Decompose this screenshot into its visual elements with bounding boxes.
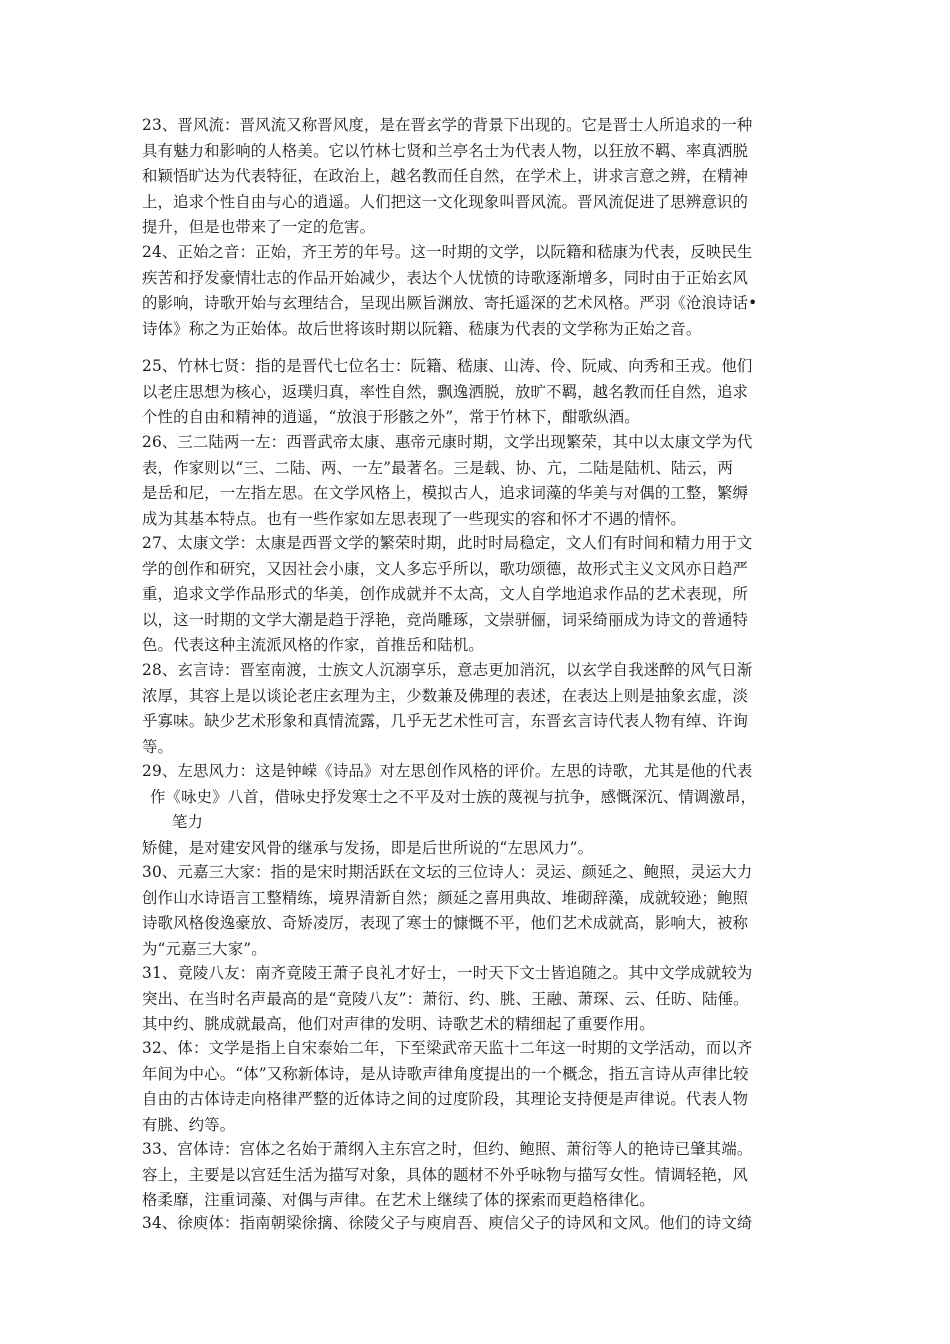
entry-line: 诗体》称之为正始体。故后世将该时期以阮籍、嵇康为代表的文学称为正始之音。 [142,319,702,338]
entry-line: 的影响，诗歌开始与玄理结合，呈现出厥旨渊放、寄托遥深的艺术风格。严羽《沧浪诗话• [142,294,758,312]
entry-line: 25、竹林七贤：指的是晋代七位名士：阮籍、嵇康、山涛、伶、阮咸、向秀和王戎。他们 [142,357,753,375]
entry-line: 重，追求文学作品形式的华美，创作成就并不太高，文人自学地追求作品的艺术表现，所 [142,585,749,603]
entry-line: 个性的自由和精神的逍遥，“放浪于形骸之外”，常于竹林下，酣歌纵酒。 [142,408,640,426]
entry-line: 上，追求个性自由与心的逍遥。人们把这一文化现象叫晋风流。晋风流促进了思辨意识的 [142,192,749,211]
entry-line: 28、玄言诗：晋室南渡，士族文人沉溺享乐，意志更加消沉，以玄学自我迷醉的风气日渐 [142,661,753,679]
entry-line: 作《咏史》八首，借咏史抒发寒士之不平及对士族的蔑视与抗争，感慨深沉、情调激昂， [150,787,757,806]
entry-line: 乎寡味。缺少艺术形象和真情流露，几乎无艺术性可言，东晋玄言诗代表人物有绰、许询 [142,712,749,730]
entry-line: 具有魅力和影响的人格美。它以竹林七贤和兰亭名士为代表人物，以狂放不羁、率真洒脱 [142,141,749,160]
glossary-entry [142,113,822,241]
entry-line: 表，作家则以“三、二陆、两、一左”最著名。三是载、协、亢，二陆是陆机、陆云，两 [142,458,734,477]
glossary-entry [142,430,822,532]
entry-line: 为“元嘉三大家”。 [142,939,267,958]
entry-line: 以，这一时期的文学大潮是趋于浮艳，竞尚雕琢，文崇骈俪，词采绮丽成为诗文的普通特 [142,610,749,629]
entry-line: 突出、在当时名声最高的是“竟陵八友”：萧衍、约、朓、王融、萧琛、云、任昉、陆倕。 [142,989,749,1008]
entry-line: 疾苦和抒发豪情壮志的作品开始减少，表达个人忧愤的诗歌逐渐增多，同时由于正始玄风 [142,268,749,287]
glossary-entry [142,759,822,861]
entry-line: 26、三二陆两一左：西晋武帝太康、惠帝元康时期，文学出现繁荣，其中以太康文学为代 [142,433,753,451]
glossary-entry [142,531,822,659]
glossary-entry [142,354,822,431]
entry-line: 32、体：文学是指上自宋泰始二年，下至梁武帝天监十二年这一时期的文学活动，而以齐 [142,1039,753,1057]
entry-line: 24、正始之音：正始，齐王芳的年号。这一时期的文学，以阮籍和嵇康为代表，反映民生 [142,243,753,261]
entry-line: 34、徐庾体：指南朝梁徐摛、徐陵父子与庾肩吾、庾信父子的诗风和文风。他们的诗文绮 [142,1214,753,1232]
entry-line: 是岳和尼，一左指左思。在文学风格上，模拟古人，追求词藻的华美与对偶的工整，繁缛 [142,484,749,502]
glossary-entry [142,1036,822,1138]
entry-line: 笔力 [172,813,204,831]
glossary-entry [142,1137,822,1214]
glossary-entry [142,860,822,962]
entry-line: 和颖悟旷达为代表特征，在政治上，越名教而任自然，在学术上，讲求言意之辨，在精神 [142,167,749,185]
entry-line: 27、太康文学：太康是西晋文学的繁荣时期，此时时局稳定，文人们有时间和精力用于文 [142,534,753,552]
entry-line: 成为其基本特点。也有一些作家如左思表现了一些现实的容和怀才不遇的情怀。 [142,509,686,528]
glossary-entry [142,961,822,1038]
entry-line: 等。 [142,737,174,756]
entry-line: 有朓、约等。 [142,1115,236,1134]
entry-line: 色。代表这种主流派风格的作家，首推岳和陆机。 [142,636,484,654]
entry-line: 其中约、朓成就最高，他们对声律的发明、诗歌艺术的精细起了重要作用。 [142,1015,655,1033]
entry-line: 自由的古体诗走向格律严整的近体诗之间的过度阶段，其理论支持便是声律说。代表人物 [142,1090,749,1108]
glossary-entry [142,658,822,760]
entry-line: 诗歌风格俊逸豪放、奇矫凌厉，表现了寒士的慷慨不平，他们艺术成就高，影响大，被称 [142,914,749,932]
entry-line: 30、元嘉三大家：指的是宋时期活跃在文坛的三位诗人：灵运、颜延之、鲍照，灵运大力 [142,863,753,881]
entry-line: 矫健，是对建安风骨的继承与发扬，即是后世所说的“左思风力”。 [142,838,594,857]
entry-line: 33、宫体诗：宫体之名始于萧纲入主东宫之时，但约、鲍照、萧衍等人的艳诗已肇其端。 [142,1140,753,1158]
entry-line: 浓厚，其容上是以谈论老庄玄理为主，少数兼及佛理的表述，在表达上则是抽象玄虚，淡 [142,686,749,705]
entry-line: 23、晋风流：晋风流又称晋风度，是在晋玄学的背景下出现的。它是晋士人所追求的一种 [142,116,753,134]
entry-line: 容上，主要是以宫廷生活为描写对象，具体的题材不外乎咏物与描写女性。情调轻艳，风 [142,1165,749,1184]
entry-line: 31、竟陵八友：南齐竟陵王萧子良礼才好士，一时天下文士皆追随之。其中文学成就较为 [142,964,753,982]
entry-line: 学的创作和研究，又因社会小康，文人多忘乎所以，歌功颂德，故形式主义文风亦日趋严 [142,559,749,578]
entry-line: 创作山水诗语言工整精练，境界清新自然；颜延之喜用典故、堆砌辞藻，成就较逊；鲍照 [142,888,749,907]
glossary-entry [142,240,822,342]
entry-line: 年间为中心。“体”又称新体诗，是从诗歌声律角度提出的一个概念，指五言诗从声律比较 [142,1064,749,1083]
entry-line: 29、左思风力：这是钟嵘《诗品》对左思创作风格的评价。左思的诗歌，尤其是他的代表 [142,762,753,780]
entry-line: 提升，但是也带来了一定的危害。 [142,218,376,236]
entry-line: 格柔靡，注重词藻、对偶与声律。在艺术上继续了体的探索而更趋格律化。 [142,1191,655,1209]
entry-line: 以老庄思想为核心，返璞归真，率性自然，飘逸洒脱，放旷不羁，越名教而任自然，追求 [142,382,749,401]
glossary-entry [142,1211,822,1237]
